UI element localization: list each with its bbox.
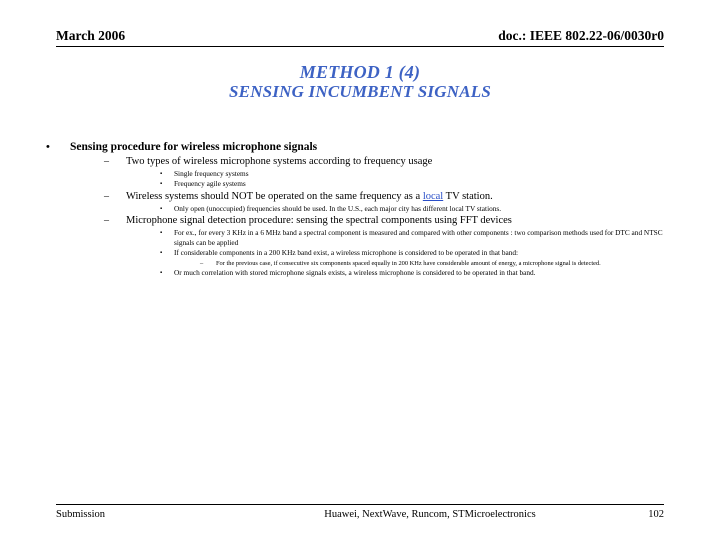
footer-submission-label: Submission [56, 509, 106, 520]
bullet-square-icon: ▪ [160, 250, 163, 257]
bullet-text: Frequency agile systems [174, 179, 246, 189]
bullet-text [126, 190, 680, 204]
footer-page-number: 102 [648, 509, 664, 520]
bullet-previous-case-energy [196, 259, 680, 268]
bullet-text: Or much correlation with stored microphone signals exists, a wireless microphone is considered to be operated in that band. [174, 267, 536, 277]
bullet-dash-icon: – [104, 156, 109, 167]
outline-level-1 [40, 140, 680, 278]
bullet-square-icon: ▪ [160, 229, 163, 236]
bullet-text: For the previous case, if consecutive six components spaced equally in 200 KHz have considerable amount of energy, a microphone signal is detected. [216, 259, 601, 267]
outline-level-3 [152, 169, 680, 190]
bullet-text: If considerable components in a 200 KHz band exist, a wireless microphone is considered to be operated in that band: [174, 248, 519, 258]
bullet-two-types [100, 155, 680, 190]
bullet-text: Single frequency systems [174, 169, 249, 178]
bullet-single-frequency-systems [152, 169, 680, 179]
bullet-square-icon: ▪ [160, 269, 163, 276]
title-line-2: SENSING INCUMBENT SIGNALS [229, 82, 491, 101]
header-doc-id: doc.: IEEE 802.22-06/0030r0 [498, 28, 664, 43]
footer-divider [56, 504, 664, 505]
bullet-text: Microphone signal detection procedure: sensing the spectral components using FFT devices [126, 214, 512, 226]
slide-body [40, 140, 680, 279]
header-divider [56, 46, 664, 47]
bullet-only-open-frequencies [152, 204, 680, 214]
outline-level-2 [100, 155, 680, 278]
bullet-dash-icon: – [200, 259, 204, 267]
header-row [56, 28, 664, 44]
text-before-link: Wireless systems should NOT be operated on the same frequency as a [126, 190, 423, 202]
bullet-text: Sensing procedure for wireless microphone signals [70, 141, 318, 153]
bullet-for-example-3khz [152, 228, 680, 249]
bullet-correlation-stored-signals [152, 268, 680, 278]
footer-authors: Huawei, NextWave, Runcom, STMicroelectronics [324, 509, 536, 520]
footer-row [56, 508, 664, 522]
title-line-1: METHOD 1 (4) [299, 62, 421, 82]
header-date: March 2006 [56, 28, 126, 43]
slide-header [56, 28, 664, 50]
bullet-round-icon: • [46, 141, 50, 153]
bullet-text: Only open (unoccupied) frequencies should be used. In the U.S., each major city has different local TV stations. [174, 203, 502, 213]
bullet-dash-icon: – [104, 214, 109, 226]
bullet-considerable-components [152, 248, 680, 267]
bullet-frequency-agile-systems [152, 179, 680, 189]
local-hyperlink[interactable]: local [422, 190, 444, 202]
bullet-wireless-not-same-frequency [100, 190, 680, 214]
bullet-square-icon: ▪ [160, 181, 163, 188]
page-title [56, 62, 664, 102]
bullet-dash-icon: – [104, 190, 109, 202]
text-after-link: TV station. [443, 190, 493, 202]
bullet-text: For ex., for every 3 KHz in a 6 MHz band a spectral component is measured and compared with other components : two comparison methods used for DTC and NTSC signals can be applied [174, 227, 663, 248]
outline-level-3 [152, 204, 680, 214]
bullet-square-icon: ▪ [160, 205, 163, 212]
bullet-square-icon: ▪ [160, 171, 163, 177]
bullet-text: Two types of wireless microphone systems according to frequency usage [126, 156, 433, 167]
slide-footer [56, 504, 664, 522]
bullet-sensing-procedure [40, 140, 680, 278]
outline-level-4 [196, 259, 680, 268]
bullet-detection-procedure [100, 214, 680, 278]
outline-level-3 [152, 228, 680, 278]
